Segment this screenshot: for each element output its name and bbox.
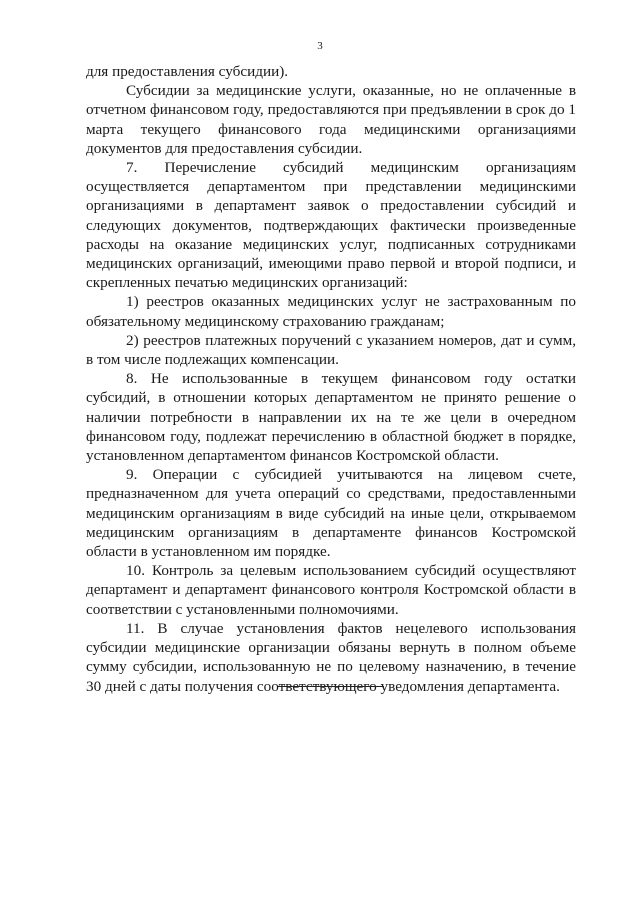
paragraph-continuation: для предоставления субсидии). bbox=[86, 63, 289, 80]
page-number: 3 bbox=[317, 40, 323, 52]
paragraph-subitem-1: 1) реестров оказанных медицинских услуг не застрахованным по обязательному медицинскому страхованию гражданам; bbox=[86, 293, 576, 330]
paragraph-unpaid-services: Субсидии за медицинские услуги, оказанные, но не оплаченные в отчетном финансовом году, предоставляются при предъявлении в срок до 1 марта текущего финансового года медицинскими организациями документов для предоставления субсидии. bbox=[86, 82, 576, 157]
paragraph-item-10: 10. Контроль за целевым использованием субсидий осуществляют департамент и департамент финансового контроля Костромской области в соответствии с установленными полномочиями. bbox=[86, 562, 576, 618]
document-body bbox=[86, 62, 576, 696]
paragraph-item-9: 9. Операции с субсидией учитываются на лицевом счете, предназначенном для учета операций со средствами, предоставленными медицинским организациям в виде субсидий на иные цели, открываемом медицинским организациям в департаменте финансов Костромской области в установленном им порядке. bbox=[86, 466, 576, 561]
paragraph-item-7: 7. Перечисление субсидий медицинским организациям осуществляется департаментом при представлении медицинскими организациями в департамент заявок о предоставлении субсидий и следующих документов, подтверждающих фактически произведенные расходы на оказание медицинских услуг, подписанных сотрудниками медицинских организаций, имеющими право первой и второй подписи, и скрепленных печатью медицинских организаций: bbox=[86, 159, 576, 292]
paragraph-item-8: 8. Не использованные в текущем финансовом году остатки субсидий, в отношении которых департаментом не принято решение о наличии потребности в направлении их на те же цели в очередном финансовом году, подлежат перечислению в областной бюджет в порядке, установленном департаментом финансов Костромской области. bbox=[86, 370, 576, 465]
paragraph-subitem-2: 2) реестров платежных поручений с указанием номеров, дат и сумм, в том числе подлежащих компенсации. bbox=[86, 331, 576, 369]
end-of-document-rule bbox=[278, 686, 384, 687]
paragraph-item-11: 11. В случае установления фактов нецелевого использования субсидии медицинские организации обязаны вернуть в полном объеме сумму субсидии, использованную не по целевому назначению, в течение 30 дней с даты получения соответствующего уведомления департамента. bbox=[86, 619, 576, 695]
